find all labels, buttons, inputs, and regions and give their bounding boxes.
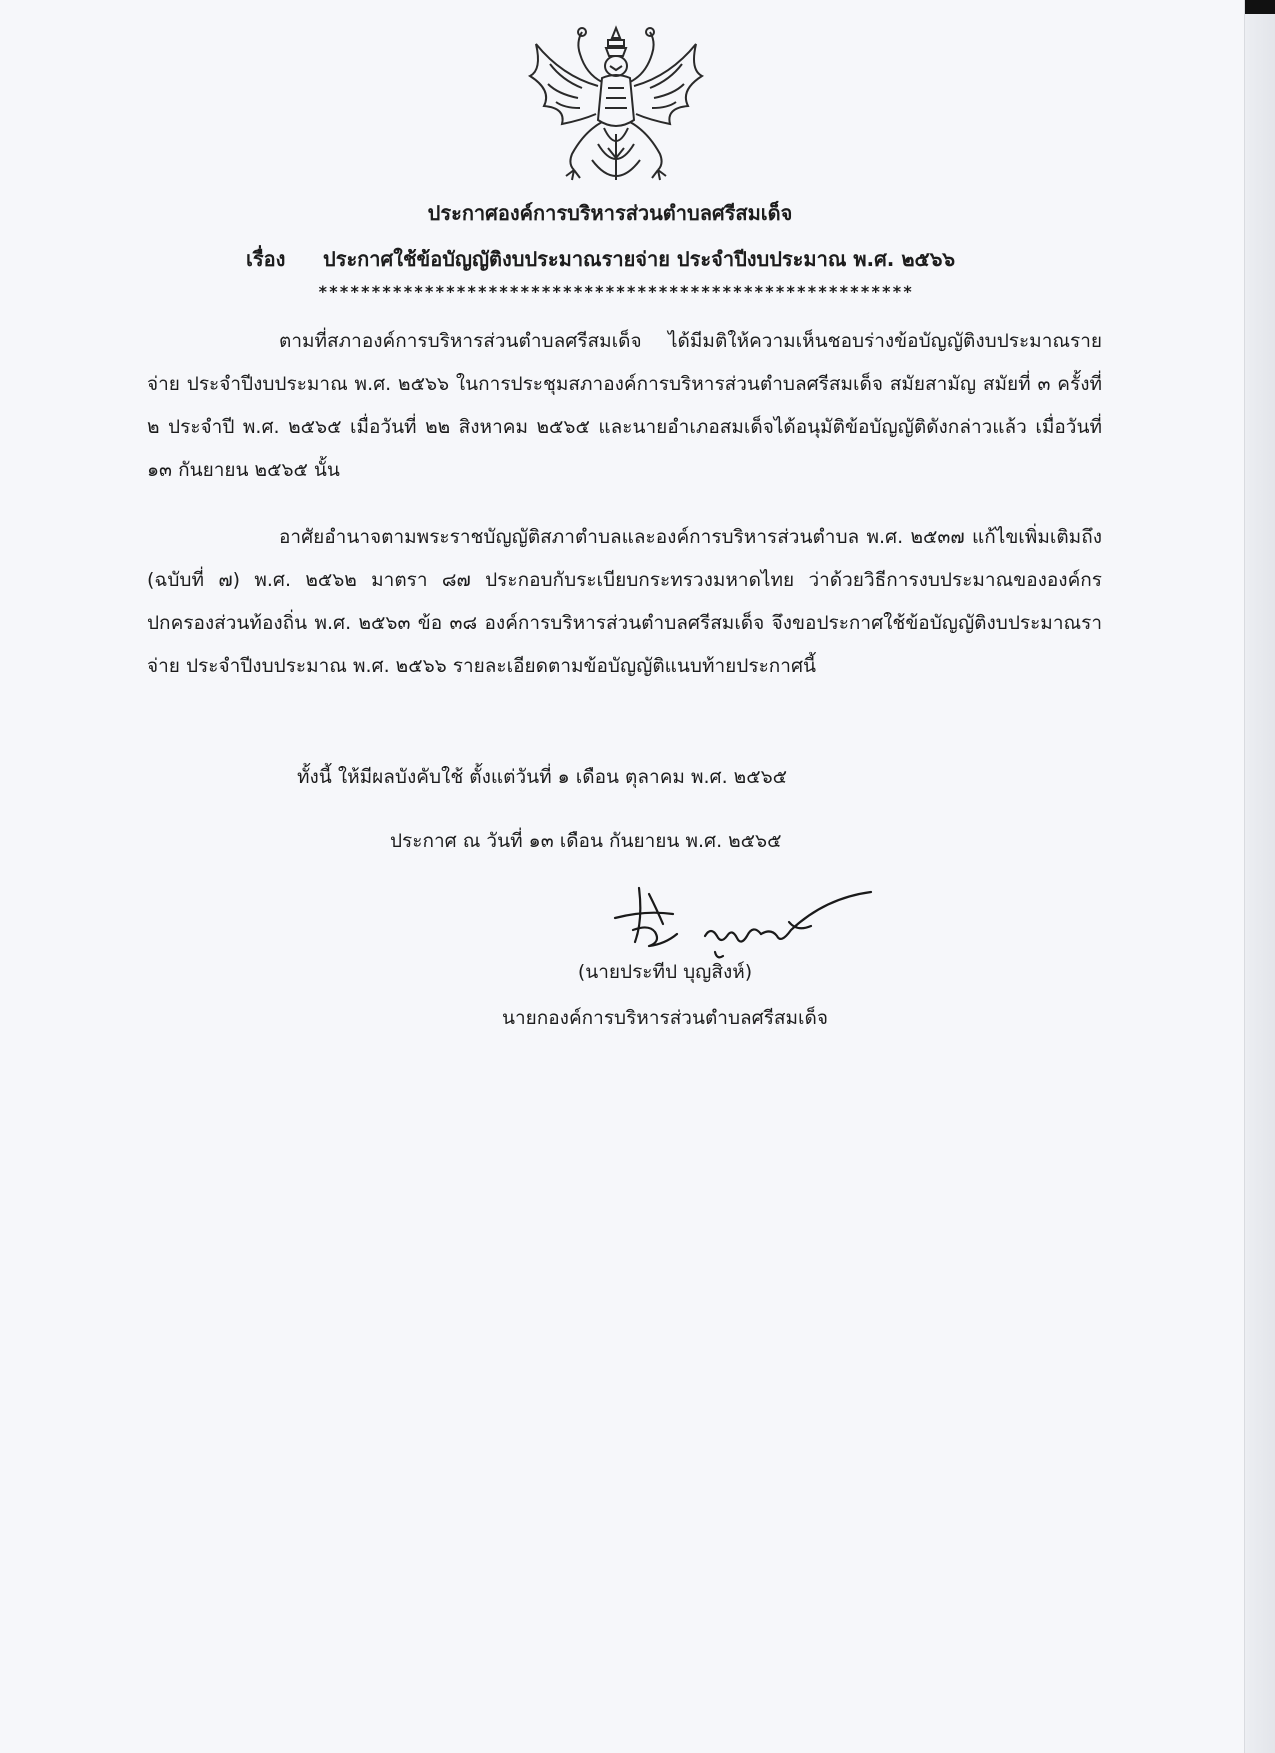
paragraph-approval: ตามที่สภาองค์การบริหารส่วนตำบลศรีสมเด็จ ได้มีมติให้ความเห็นชอบร่างข้อบัญญัติงบประมาณรายจ่าย ประจำปีงบประมาณ พ.ศ. ๒๕๖๖ ในการประชุมสภาองค์การบริหารส่วนตำบลศรีสมเด็จ สมัยสามัญ สมัยที่ ๓ ครั้งที่ ๒ ประจำปี พ.ศ. ๒๕๖๕ เมื่อวันที่ ๒๒ สิงหาคม ๒๕๖๕ และนายอำเภอสมเด็จได้อนุมัติข้อบัญญัติดังกล่าวแล้ว เมื่อวันที่ ๑๓ กันยายน ๒๕๖๕ นั้น bbox=[147, 330, 1102, 481]
subject-text: ประกาศใช้ข้อบัญญัติงบประมาณรายจ่าย ประจำปีงบประมาณ พ.ศ. ๒๕๖๖ bbox=[323, 247, 956, 271]
announcement-date: ประกาศ ณ วันที่ ๑๓ เดือน กันยายน พ.ศ. ๒๕๖๕ bbox=[390, 830, 782, 852]
signer-name: (นายประทีป บุญสิงห์) bbox=[577, 961, 753, 983]
garuda-emblem-icon bbox=[522, 24, 710, 196]
paragraph-legal-basis: อาศัยอำนาจตามพระราชบัญญัติสภาตำบลและองค์การบริหารส่วนตำบล พ.ศ. ๒๕๓๗ แก้ไขเพิ่มเติมถึง (ฉบับที่ ๗) พ.ศ. ๒๕๖๒ มาตรา ๘๗ ประกอบกับระเบียบกระทรวงมหาดไทย ว่าด้วยวิธีการงบประมาณขององค์กรปกครองส่วนท้องถิ่น พ.ศ. ๒๕๖๓ ข้อ ๓๘ องค์การบริหารส่วนตำบลศรีสมเด็จ จึงขอประกาศใช้ข้อบัญญัติงบประมาณราจ่าย ประจำปีงบประมาณ พ.ศ. ๒๕๖๖ รายละเอียดตามข้อบัญญัติแนบท้ายประกาศนี้ bbox=[147, 526, 1102, 677]
asterisk-divider: ******************************************************** bbox=[318, 282, 914, 301]
subject-label: เรื่อง bbox=[246, 247, 286, 271]
effective-date: ทั้งนี้ ให้มีผลบังคับใช้ ตั้งแต่วันที่ ๑ เดือน ตุลาคม พ.ศ. ๒๕๖๕ bbox=[297, 766, 788, 788]
announcement-title: ประกาศองค์การบริหารส่วนตำบลศรีสมเด็จ bbox=[427, 201, 793, 225]
scan-edge bbox=[1244, 0, 1275, 1753]
scan-corner bbox=[1245, 0, 1275, 14]
signer-title: นายกองค์การบริหารส่วนตำบลศรีสมเด็จ bbox=[501, 1007, 829, 1029]
